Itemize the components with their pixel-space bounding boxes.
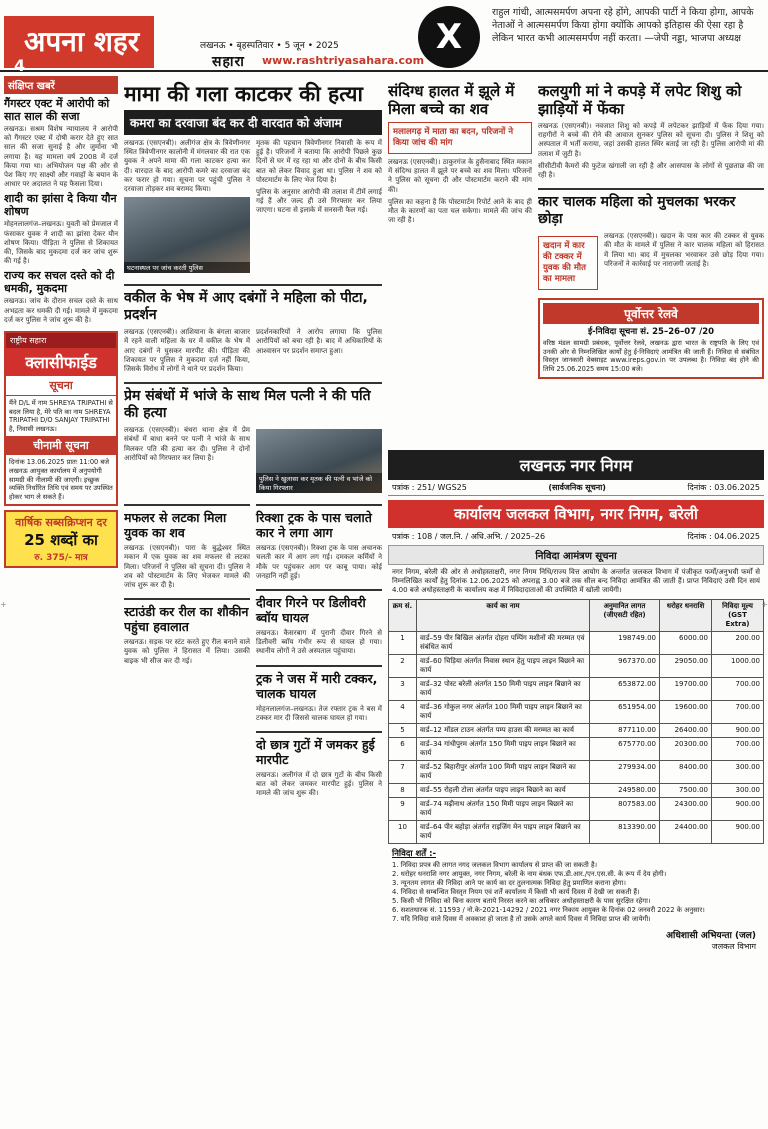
article-text: मृतक की पहचान त्रिवेणीनगर निवासी के रूप में हुई है। परिजनों ने बताया कि आरोपी पिछले कुछ दिनों से घर में रह रहा था और दोनों के बीच किसी बात को लेकर विवाद हुआ था। पुलिस ने शव को पोस्टमार्टम के लिए भेज दिया है। [256, 139, 382, 184]
cell-deposit: 19600.00 [660, 700, 712, 723]
story-headline: वकील के भेष में आए दबंगों ने महिला को पीटा, प्रदर्शन [124, 284, 382, 324]
notice-title: पूर्वोत्तर रेलवे [543, 303, 759, 324]
col-serial: क्रम सं. [389, 599, 417, 631]
subscription-words: 25 शब्दों का [24, 531, 98, 550]
dateline: लखनऊ • बृहस्पतिवार • 5 जून • 2025 [200, 41, 339, 51]
cell-deposit: 8400.00 [660, 760, 712, 783]
section-title: अपना शहर [24, 25, 140, 58]
lead-subheadline: कमरा का दरवाजा बंद कर दी वारदात को अंजाम [124, 110, 382, 135]
cell-serial: 2 [389, 654, 417, 677]
article-text: लखनऊ (एसएनबी)। ठाकुरगंज के हुसैनाबाद स्थित मकान में संदिग्ध हालत में झूले पर बच्चे का शव मिला। परिजनों ने पुलिस को सूचना दी और पोस्टमार्टम कराने की मांग की। [388, 158, 532, 194]
cell-work: वार्ड–59 पीर बिखिल अंतर्गत दोहरा पम्पिंग मशीनों की मरम्मत एवं संबंधित कार्य [417, 631, 590, 654]
brief-body: लखनऊ। जांच के दौरान सचल दस्ते के साथ अभद्रता कर धमकी दी गई। मामले में मुकदमा दर्ज कर पुलिस ने जांच शुरू की है। [4, 297, 118, 324]
office-banner: कार्यालय जलकल विभाग, नगर निगम, बरेली [388, 500, 764, 528]
cell-fee: 300.00 [712, 783, 764, 797]
table-row [389, 737, 764, 760]
table-row [389, 760, 764, 783]
table-row [389, 631, 764, 654]
article-text: लखनऊ। अलीगंज में दो छात्र गुटों के बीच किसी बात को लेकर जमकर मारपीट हुई। पुलिस ने मामले की जांच शुरू की। [256, 771, 382, 798]
cell-serial: 9 [389, 797, 417, 820]
x-logo-icon: X [418, 6, 480, 68]
cell-work: वार्ड–36 गोकुल नगर अंतर्गत 100 मिमी पाइप लाइन बिछाने का कार्य [417, 700, 590, 723]
article-text: लखनऊ (एसएनबी)। आशियाना के बंगला बाजार में रहने वाली महिला के घर में वकील के भेष में आए दबंगों ने घुसकर मारपीट की। पीड़िता की शिकायत पर पुलिस ने मुकदमा दर्ज नहीं किया, जिसके विरोध में लोगों ने थाने पर प्रदर्शन किया। [124, 328, 250, 374]
quote-of-day: राहुल गांधी, आत्मसमर्पण अपना रहे होंगे, आपकी पार्टी ने किया होगा, आपके नेताओं ने आत्मसमर्पण किया होगा क्योंकि आपको इतिहास की ऐसा रहा है लेकिन भारत कभी आत्मसमर्पण नहीं करता। —जेपी नड्डा, भाजपा अध्यक्ष [492, 7, 754, 44]
meta-type: (सार्वजनिक सूचना) [548, 483, 606, 492]
brief-body: मोहनलालगंज–लखनऊ। युवती को प्रेमजाल में फंसाकर युवक ने शादी का झांसा देकर यौन शोषण किया। पीड़िता ने पुलिस से शिकायत की, जिसके बाद मुकदमा दर्ज कर जांच शुरू की गई है। [4, 220, 118, 266]
cell-cost: 249580.00 [590, 783, 660, 797]
article-text: लखनऊ (एसएनबी)। बंथरा थाना क्षेत्र में प्रेम संबंधों में बाधा बनने पर पत्नी ने भांजे के साथ मिलकर पति की हत्या कर दी। पुलिस ने दोनों आरोपियों को गिरफ्तार कर लिया है। [124, 426, 250, 462]
cell-cost: 279934.00 [590, 760, 660, 783]
cell-work: वार्ड–32 पोस्ट बरेली अंतर्गत 150 मिमी पाइप लाइन बिछाने का कार्य [417, 677, 590, 700]
lower-stories [124, 496, 382, 798]
classified-text: मैंने D/L में नाम SHREYA TRIPATHI से बदल लिया है, मेरे पति का नाम SHREYA TRIPATHI D/O SANJAY TRIPATHI है, निवासी लखनऊ। [9, 399, 113, 433]
brief-body: लखनऊ। सश्रम विशेष न्यायालय ने आरोपी को गैंगस्टर एक्ट में दोषी करार देते हुए सात साल की सजा सुनाई है और जुर्माना भी लगाया है। यह मामला वर्ष 2008 में दर्ज किया गया था। अभियोजन पक्ष की ओर से पेश किए गए साक्ष्यों और गवाहों के बयान के आधार पर अदालत ने यह फैसला दिया। [4, 125, 118, 189]
terms-list [388, 861, 764, 924]
cell-work: वार्ड–55 रोहली टोला अंतर्गत पाइप लाइन बिछाने का कार्य [417, 783, 590, 797]
cell-deposit: 26400.00 [660, 723, 712, 737]
notice-subtitle: ई-निविदा सूचना सं. 25–26–07 /20 [587, 327, 715, 338]
table-row [389, 677, 764, 700]
lead-body [124, 139, 382, 276]
classified-subhead: सूचना [6, 376, 116, 396]
cell-fee: 900.00 [712, 723, 764, 737]
story-headline: ट्रक ने जस में मारी टक्कर, चालक घायल [256, 665, 382, 701]
registration-mark: + [761, 600, 768, 609]
page-number: 4 [14, 56, 26, 75]
article-text: मोहनलालगंज–लखनऊ। तेज रफ्तार ट्रक ने बस में टक्कर मार दी जिससे चालक घायल हो गया। [256, 704, 382, 722]
article-text: लखनऊ (एसएनबी)। रिक्शा ट्रक के पास अचानक चलती कार में आग लग गई। दमकल कर्मियों ने मौके पर पहुंचकर आग पर काबू पाया। कोई जनहानि नहीं हुई। [256, 544, 382, 580]
cell-cost: 967370.00 [590, 654, 660, 677]
cell-serial: 8 [389, 783, 417, 797]
cell-deposit: 20300.00 [660, 737, 712, 760]
article-text: पुलिस का कहना है कि पोस्टमार्टम रिपोर्ट आने के बाद ही मौत के कारणों का पता चल सकेगा। मामले की जांच की जा रही है। [388, 197, 532, 225]
lead-headline: मामा की गला काटकर की हत्या [124, 82, 363, 106]
article-text: लखनऊ। कैसरबाग में पुरानी दीवार गिरने से डिलीवरी ब्वॉय गंभीर रूप से घायल हो गया। स्थानीय लोगों ने उसे अस्पताल पहुंचाया। [256, 629, 382, 656]
article-text: लखनऊ। सड़क पर स्टंट करते हुए रील बनाने वाले युवक को पुलिस ने हिरासत में लिया। उसकी बाइक भी सीज कर दी गई। [124, 638, 250, 665]
cell-cost: 651954.00 [590, 700, 660, 723]
term-item: 4. निविदा से सम्बन्धित विस्तृत नियम एवं शर्तें कार्यालय में किसी भी कार्य दिवस में देखी जा सकती हैं। [392, 887, 640, 896]
tender-ref: पत्रांक : 108 / जल.नि. / अधि.अभि. / 2025–26 [392, 532, 546, 541]
cell-deposit: 29050.00 [660, 654, 712, 677]
meta-ref: पत्रांक : 251/ WGS25 [392, 483, 467, 492]
cell-cost: 813390.00 [590, 820, 660, 843]
classified-subhead: चीनामी सूचना [6, 436, 116, 455]
story-headline: स्टाउंडी कर रील का शौकीन पहुंचा हवालात [124, 598, 250, 634]
brief-headline: राज्य कर सचल दस्ते को दी धमकी, मुकदमा [4, 269, 115, 296]
classified-logo: क्लासीफाईड [6, 348, 116, 376]
cell-fee: 700.00 [712, 677, 764, 700]
brief-headline: शादी का झांसा दे किया यौन शोषण [4, 192, 117, 219]
story-headline: दीवार गिरने पर डिलीवरी ब्वॉय घायल [256, 589, 382, 625]
story-headline: दो छात्र गुटों में जमकर हुई मारपीट [256, 731, 382, 767]
col-work: कार्य का नाम [417, 599, 590, 631]
cell-cost: 198749.00 [590, 631, 660, 654]
story-body [538, 232, 764, 294]
cell-work: वार्ड–74 मढ़ीनाथ अंतर्गत 150 मिमी पाइप लाइन बिछाने का कार्य [417, 797, 590, 820]
pull-quote: खदान में कार की टक्कर में युवक की मौत का मामला [538, 236, 598, 290]
nagar-nigam-banner: लखनऊ नगर निगम [388, 450, 764, 480]
cell-work: वार्ड–64 पीर बहोड़ा अंतर्गत राइजिंग मेन पाइप लाइन बिछाने का कार्य [417, 820, 590, 843]
story-headline: रिक्शा ट्रक के पास चलाते कार ने लगा आग [256, 504, 382, 540]
news-photo [124, 197, 250, 273]
col-deposit: धरोहर धनराशि [660, 599, 712, 631]
story-headline: संदिग्ध हालत में झूले में मिला बच्चे का शव [388, 82, 515, 118]
table-row [389, 820, 764, 843]
table-row [389, 783, 764, 797]
tender-table-body [389, 631, 764, 843]
story-body [124, 426, 382, 496]
cell-work: वार्ड–60 चिड़िया अंतर्गत निवास स्थान हेतु पाइप लाइन बिछाने का कार्य [417, 654, 590, 677]
cell-serial: 1 [389, 631, 417, 654]
railway-notice [538, 298, 764, 378]
cell-fee: 900.00 [712, 820, 764, 843]
cell-serial: 7 [389, 760, 417, 783]
paper-url: www.rashtriyasahara.com [262, 54, 425, 67]
cell-cost: 653872.00 [590, 677, 660, 700]
notice-text: वरिष्ठ मंडल सामग्री प्रबंधक, पूर्वोत्तर रेलवे, लखनऊ द्वारा भारत के राष्ट्रपति के लिए एवं उनकी ओर से निम्नलिखित कार्यों हेतु ई-निविदाएं आमंत्रित की जाती हैं। निविदा से संबंधित विस्तृत जानकारी वेबसाइट www.ireps.gov.in पर उपलब्ध है। निविदा बंद होने की तिथि 25.06.2025 समय 15:00 बजे। [543, 339, 759, 373]
table-row [389, 700, 764, 723]
signatory-dept: जलकल विभाग [711, 941, 756, 951]
nagar-nigam-meta [388, 480, 764, 496]
subscription-price: रु. 375/- मात्र [34, 553, 88, 564]
article-text: लखनऊ (एसएनबी)। नवजात शिशु को कपड़े में लपेटकर झाड़ियों में फेंक दिया गया। राहगीरों ने बच्चे की रोने की आवाज सुनकर पुलिस को सूचना दी। पुलिस ने शिशु को अस्पताल में भर्ती कराया, जहां उसकी हालत स्थिर बताई जा रही है। पुलिस आरोपी मां की तलाश में जुटी है। [538, 122, 764, 158]
article-text: लखनऊ (एसएनबी)। खदान के पास कार की टक्कर से युवक की मौत के मामले में पुलिस ने कार चालक महिला को हिरासत में लिया था। बाद में मुचलका भरवाकर उसे छोड़ दिया गया। परिजनों ने कार्रवाई पर नाराजगी जताई है। [604, 232, 764, 268]
subscription-ad [4, 510, 118, 568]
cell-fee: 300.00 [712, 760, 764, 783]
cell-cost: 877110.00 [590, 723, 660, 737]
registration-mark: + [0, 600, 7, 609]
tender-section [388, 450, 764, 1126]
tender-date: दिनांक : 04.06.2025 [687, 532, 760, 541]
brief-headline: गैंगस्टर एक्ट में आरोपी को सात साल की सजा [4, 97, 110, 123]
classified-text: दिनांक 13.06.2025 प्रातः 11:00 बजे लखनऊ आयुक्त कार्यालय में अनुपयोगी सामग्री की नीलामी की जाएगी। इच्छुक व्यक्ति निर्धारित तिथि एवं समय पर उपस्थित होकर भाग ले सकते हैं। [9, 458, 113, 501]
article-text: पुलिस के अनुसार आरोपी की तलाश में टीमें लगाई गई हैं और जल्द ही उसे गिरफ्तार कर लिया जाएगा। घटना से इलाके में सनसनी फैल गई। [256, 188, 382, 215]
meta-date: दिनांक : 03.06.2025 [687, 483, 760, 492]
photo-caption: घटनास्थल पर जांच करती पुलिस [124, 262, 250, 273]
term-item: 7. यदि निविदा वाले दिवस में अवकाश हो जाता है तो उसके अगले कार्य दिवस में निविदा प्राप्त की जायेगी। [392, 914, 651, 923]
cell-fee: 700.00 [712, 737, 764, 760]
paper-name: सहारा [212, 54, 245, 70]
story-headline: कलयुगी मां ने कपड़े में लपेट शिशु को झाड़ियों में फेंका [538, 82, 742, 118]
story-headline: प्रेम संबंधों में भांजे के साथ मिल पत्नी ने की पति की हत्या [124, 382, 382, 422]
cell-cost: 807583.00 [590, 797, 660, 820]
term-item: 6. सशतधारक सं. 11593 / नो.के-2021-14292 / 2021 नगर निकाय आयुक्त के दिनांक 02 जनवरी 2022 के अनुसार। [392, 905, 705, 914]
tender-meta [388, 528, 764, 545]
cell-deposit: 6000.00 [660, 631, 712, 654]
terms-heading: निविदा शर्तें :- [392, 848, 437, 859]
cell-fee: 700.00 [712, 700, 764, 723]
story-headline: मफलर से लटका मिला युवक का शव [124, 504, 250, 540]
story-headline: कार चालक महिला को मुचलका भरकर छोड़ा [538, 188, 764, 228]
cell-serial: 4 [389, 700, 417, 723]
cell-work: वार्ड–12 मॉडल टाउन अंतर्गत पम्प हाउस की मरम्मत का कार्य [417, 723, 590, 737]
cell-fee: 1000.00 [712, 654, 764, 677]
signatory: अधिशासी अभियन्ता (जल) [666, 930, 756, 941]
cell-deposit: 24300.00 [660, 797, 712, 820]
masthead [0, 0, 768, 75]
cell-work: वार्ड–34 गांधीपुरम अंतर्गत 150 मिमी पाइप लाइन बिछाने का कार्य [417, 737, 590, 760]
cell-serial: 10 [389, 820, 417, 843]
table-row [389, 654, 764, 677]
term-item: 1. निविदा प्रपत्र की लागत नगद जलकल विभाग कार्यालय से प्राप्त की जा सकती है। [392, 860, 598, 869]
classified-ad-box [4, 331, 118, 506]
term-item: 2. धरोहर धनराशि नगर आयुक्त, नगर निगम, बरेली के नाम बंधक एफ.डी.आर./एन.एस.सी. के रूप में देय होगी। [392, 869, 667, 878]
cell-serial: 6 [389, 737, 417, 760]
table-header-row [389, 599, 764, 631]
article-text: सीसीटीवी कैमरों की फुटेज खंगाली जा रही है और आसपास के लोगों से पूछताछ की जा रही है। [538, 161, 764, 180]
news-photo [256, 429, 382, 493]
cell-work: वार्ड–52 बिहारीपुर अंतर्गत 100 मिमी पाइप लाइन बिछाने का कार्य [417, 760, 590, 783]
pull-quote: मलालगढ़ में माता का बदन, परिजनों ने किया जांच की मांग [388, 122, 532, 154]
term-item: 3. न्यूनतम लागत की निविदा आने पर कार्य का दर तुलनात्मक निविदा हेतु प्रमाणित कराना होगा। [392, 878, 626, 887]
table-row [389, 797, 764, 820]
classified-top: राष्ट्रीय सहारा [6, 333, 116, 348]
photo-caption: पुलिस ने खुलासा कर मृतक की पत्नी व भांजे को किया गिरफ्तार [256, 473, 382, 493]
cell-cost: 675770.00 [590, 737, 660, 760]
article-text: लखनऊ (एसएनबी)। पारा के बुद्धेश्वर स्थित मकान में एक युवक का शव मफलर से लटका मिला। परिजनों ने पुलिस को सूचना दी। पुलिस ने शव को पोस्टमार्टम के लिए भेजकर मामले की जांच शुरू कर दी है। [124, 544, 250, 590]
article-text: लखनऊ (एसएनबी)। अलीगंज क्षेत्र के त्रिवेणीनगर स्थित त्रिवेणीनगर कालोनी में मंगलवार की रात एक युवक ने अपने मामा की गला काटकर हत्या कर दी। वारदात के बाद आरोपी कमरे का दरवाजा बंद कर फरार हो गया। सूचना पर पहुंची पुलिस ने दरवाजा तोड़कर शव बरामद किया। [124, 139, 250, 194]
briefs-column [4, 76, 118, 1126]
lead-column [124, 76, 382, 1126]
term-item: 5. किसी भी निविदा को बिना कारण बताये निरस्त करने का अधिकार अधोहस्ताक्षरी के पास सुरक्षित रहेगा। [392, 896, 651, 905]
cell-fee: 200.00 [712, 631, 764, 654]
cell-deposit: 24400.00 [660, 820, 712, 843]
cell-serial: 3 [389, 677, 417, 700]
section-banner [4, 16, 154, 75]
briefs-tab: संक्षिप्त खबरें [4, 76, 118, 94]
cell-serial: 5 [389, 723, 417, 737]
cell-fee: 900.00 [712, 797, 764, 820]
article-text: प्रदर्शनकारियों ने आरोप लगाया कि पुलिस आरोपियों को बचा रही है। बाद में अधिकारियों के आश्वासन पर प्रदर्शन समाप्त हुआ। [256, 328, 382, 355]
tender-title: निविदा आमंत्रण सूचना [388, 545, 764, 565]
col-fee: निविदा मूल्य (GST Extra) [712, 599, 764, 631]
tender-table [388, 599, 764, 844]
col-cost: अनुमानित लागत (जीएसटी रहित) [590, 599, 660, 631]
cell-deposit: 19700.00 [660, 677, 712, 700]
table-row [389, 723, 764, 737]
cell-deposit: 7500.00 [660, 783, 712, 797]
story-body [124, 328, 382, 374]
tender-intro: नगर निगम, बरेली की ओर से अधोहस्ताक्षरी, नगर निगम निधि/राज्य वित्त आयोग के अन्तर्गत जलकल विभाग में पंजीकृत फर्मों/अनुभवी फर्मों से निम्नलिखित कार्यों हेतु दिनांक 12.06.2025 को अपराह्न 3.00 बजे तक सील बन्द निविदा आमंत्रित की जाती हैं। प्राप्त निविदाएं उसी दिन सायं 4.00 बजे अधोहस्ताक्षरी के कार्यालय कक्ष में निविदादाताओं की उपस्थिति में खोली जायेंगी। [392, 568, 760, 595]
subscription-title: वार्षिक सब्सक्रिप्शन दर [15, 516, 107, 530]
